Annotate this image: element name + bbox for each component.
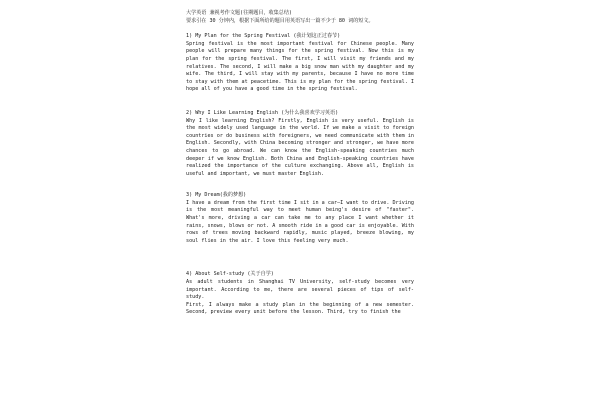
section-1-paragraph: Spring festival is the most important festival for Chinese people. Many people will prepare many things for the spring festival. Now this is my plan for the spring festival. The first, I will visit my friends and my relatives. The second, I will make a big snow man with my daughter and my wife. The third, I will stay with my parents, because I have no more time to stay with them at peacetime. This is my plan for the spring festival. I hope all of you have a good time in the spring festival. (186, 40, 414, 93)
header-title: 大学英语 兼视考作文题(往期题目，收集总结) (186, 10, 292, 16)
section-2-paragraph: Why I like learning English? Firstly, English is very useful. English is the most widely used language in the world. If we make a visit to foreign countries or do business with foreigners, we need communicate with them in English. Secondly, with China becoming stronger and stronger, we have more chances to go abroad. We can know the English-speaking countries much deeper if we know English. Both China and English-speaking countries have realized the importance of the culture exchanging. Above all, English is useful and important, we must master English. (186, 117, 414, 177)
document-page (186, 10, 414, 317)
section-4 (186, 271, 414, 317)
section-4-paragraph-2: First, I always make a study plan in the beginning of a new semester. Second, preview every unit before the lesson. Third, try to finish the (186, 301, 414, 316)
section-4-title: 4) About Self-study (关于自学) (186, 271, 274, 278)
section-1-title: 1) My Plan for the Spring Festival (我计划这正过春节) (186, 33, 341, 40)
document-header (186, 10, 414, 25)
section-3 (186, 192, 414, 245)
section-3-paragraph: I have a dream from the first time I sit in a car—I want to drive. Driving is the most meaningful way to meet human being's desire of "faster". What's more, driving a car can take me to any place I want whether it rains, snows, blows or not. A smooth ride in a good car is enjoyable. With rows of trees moving backward rapidly, music played, breeze blowing, my soul flies in the air. I love this feeling very much. (186, 199, 414, 244)
section-2 (186, 110, 414, 178)
section-2-title: 2) Why I Like Learning English (为什么我喜欢学习英语) (186, 109, 339, 116)
section-4-paragraph-1: As adult students in Shanghai TV University, self-study becomes very important. According to me, there are several pieces of tips of self-study. (186, 279, 414, 301)
section-3-title: 3) My Dream(我的梦想) (186, 192, 247, 199)
section-1 (186, 33, 414, 94)
header-instructions: 要求引在 30 分钟内，根据下面所给的题目用英语写出一篇不少于 80 词的短文。 (186, 17, 374, 24)
